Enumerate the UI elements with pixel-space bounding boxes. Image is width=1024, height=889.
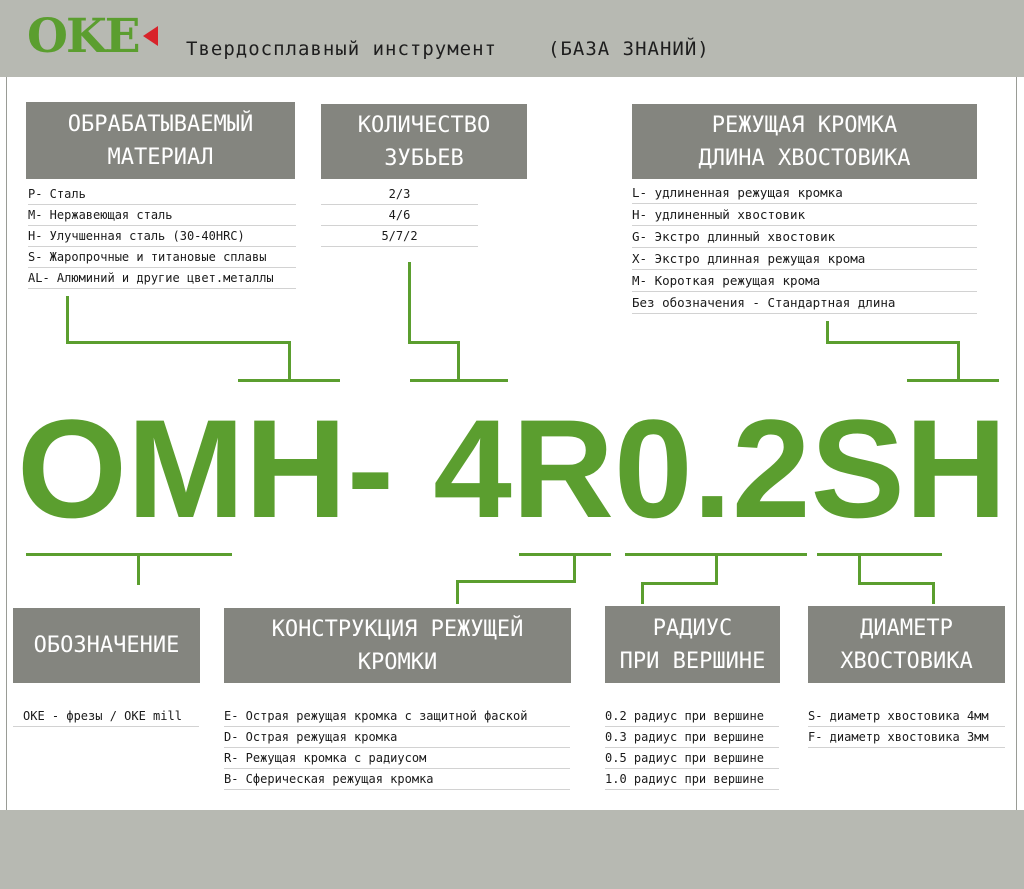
- material-list: [28, 184, 296, 289]
- material-header: [26, 102, 295, 179]
- list-item: H- удлиненный хвостовик: [632, 204, 977, 226]
- connector-line: [456, 580, 576, 583]
- construction-header: [224, 608, 571, 683]
- connector-line: [408, 262, 411, 344]
- list-item: H- Улучшенная сталь (30-40HRC): [28, 226, 296, 247]
- teeth-list: [321, 184, 478, 247]
- product-code: [10, 400, 1014, 560]
- logo-mark-icon: [134, 21, 164, 51]
- edge-length-title-line2: ДЛИНА ХВОСТОВИКА: [698, 145, 911, 171]
- list-item: B- Сферическая режущая кромка: [224, 769, 570, 790]
- radius-title-line1: РАДИУС: [652, 615, 733, 641]
- teeth-header: [321, 104, 527, 179]
- connector-line: [137, 553, 140, 585]
- list-item: P- Сталь: [28, 184, 296, 205]
- list-item: F- диаметр хвостовика 3мм: [808, 727, 1005, 748]
- product-code-text: OMH- 4R0.2SH: [17, 400, 1007, 547]
- connector-line: [66, 341, 290, 344]
- designation-header: [13, 608, 200, 683]
- list-item: 2/3: [321, 184, 478, 205]
- left-border: [6, 77, 7, 810]
- footer-band: [0, 810, 1024, 889]
- list-item: 0.3 радиус при вершине: [605, 727, 779, 748]
- connector-line: [858, 553, 861, 585]
- list-item: S- Жаропрочные и титановые сплавы: [28, 247, 296, 268]
- list-item: 1.0 радиус при вершине: [605, 769, 779, 790]
- connector-line: [715, 553, 718, 585]
- connector-line: [238, 379, 340, 382]
- list-item: L- удлиненная режущая кромка: [632, 182, 977, 204]
- connector-line: [641, 582, 644, 604]
- list-item: AL- Алюминий и другие цвет.металлы: [28, 268, 296, 289]
- connector-line: [907, 379, 999, 382]
- material-title-line1: ОБРАБАТЫВАЕМЫЙ: [67, 111, 254, 137]
- connector-line: [457, 341, 460, 382]
- list-item: G- Экстро длинный хвостовик: [632, 226, 977, 248]
- designation-title: ОБОЗНАЧЕНИЕ: [33, 633, 180, 658]
- edge-length-title-line1: РЕЖУЩАЯ КРОМКА: [711, 112, 898, 138]
- right-border: [1016, 77, 1017, 810]
- list-item: X- Экстро длинная режущая крома: [632, 248, 977, 270]
- connector-line: [408, 341, 459, 344]
- connector-line: [858, 582, 935, 585]
- connector-line: [817, 553, 942, 556]
- shank-list: [808, 706, 1005, 748]
- designation-list: [13, 706, 199, 727]
- connector-line: [288, 341, 291, 382]
- connector-line: [410, 379, 508, 382]
- list-item: 0.2 радиус при вершине: [605, 706, 779, 727]
- list-item: 5/7/2: [321, 226, 478, 247]
- list-item: M- Нержавеющая сталь: [28, 205, 296, 226]
- connector-line: [26, 553, 232, 556]
- edge-length-header: [632, 104, 977, 179]
- radius-header: [605, 606, 780, 683]
- list-item: Без обозначения - Стандартная длина: [632, 292, 977, 314]
- list-item: S- диаметр хвостовика 4мм: [808, 706, 1005, 727]
- list-item: R- Режущая кромка с радиусом: [224, 748, 570, 769]
- shank-header: [808, 606, 1005, 683]
- logo-text: OKE: [27, 9, 139, 64]
- radius-list: [605, 706, 779, 790]
- list-item: E- Острая режущая кромка с защитной фаской: [224, 706, 570, 727]
- construction-title-line1: КОНСТРУКЦИЯ РЕЖУЩЕЙ: [271, 616, 524, 642]
- edge-length-list: [632, 182, 977, 314]
- list-item: 4/6: [321, 205, 478, 226]
- connector-line: [456, 580, 459, 604]
- connector-line: [519, 553, 611, 556]
- teeth-title-line2: ЗУБЬЕВ: [384, 145, 464, 171]
- page-title: Твердосплавный инструмент: [186, 38, 497, 60]
- list-item: 0.5 радиус при вершине: [605, 748, 779, 769]
- list-item: OKE - фрезы / OKE mill: [13, 706, 199, 727]
- list-item: D- Острая режущая кромка: [224, 727, 570, 748]
- connector-line: [957, 341, 960, 382]
- connector-line: [826, 341, 960, 344]
- construction-list: [224, 706, 570, 790]
- connector-line: [932, 582, 935, 604]
- list-item: M- Короткая режущая крома: [632, 270, 977, 292]
- connector-line: [66, 296, 69, 344]
- construction-title-line2: КРОМКИ: [357, 649, 438, 675]
- connector-line: [641, 582, 718, 585]
- radius-title-line2: ПРИ ВЕРШИНЕ: [619, 648, 766, 674]
- teeth-title-line1: КОЛИЧЕСТВО: [357, 112, 491, 138]
- shank-title-line2: ХВОСТОВИКА: [840, 648, 973, 674]
- shank-title-line1: ДИАМЕТР: [860, 615, 953, 641]
- connector-line: [573, 553, 576, 583]
- page-subtitle: (БАЗА ЗНАНИЙ): [548, 38, 710, 60]
- material-title-line2: МАТЕРИАЛ: [107, 144, 214, 170]
